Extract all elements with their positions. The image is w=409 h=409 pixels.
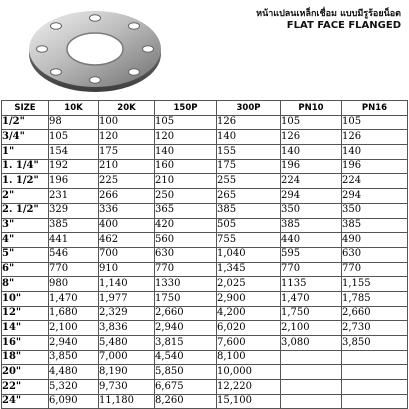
price-cell: 1,680	[49, 306, 99, 321]
price-cell: 546	[49, 247, 99, 262]
column-header: PN16	[342, 101, 408, 116]
price-cell: 1330	[155, 277, 217, 292]
price-cell: 105	[155, 115, 217, 130]
table-row	[2, 277, 408, 292]
price-cell: 225	[99, 174, 155, 189]
price-cell: 8,260	[155, 394, 217, 409]
table-row	[2, 233, 408, 248]
size-cell: 3/4"	[2, 130, 49, 145]
price-cell	[281, 380, 342, 395]
price-cell: 210	[155, 174, 217, 189]
price-cell: 11,180	[99, 394, 155, 409]
table-header-row	[2, 101, 408, 116]
size-cell: 16"	[2, 336, 49, 351]
column-header: PN10	[281, 101, 342, 116]
price-cell: 255	[217, 174, 281, 189]
price-cell: 336	[99, 203, 155, 218]
price-cell: 441	[49, 233, 99, 248]
size-cell: 2. 1/2"	[2, 203, 49, 218]
price-cell: 1,785	[342, 291, 408, 306]
price-cell: 385	[49, 218, 99, 233]
column-header: SIZE	[2, 101, 49, 116]
price-cell: 910	[99, 262, 155, 277]
title-thai: หน้าแปลนเหล็กเชื่อม แบบมีรูร้อยน็อต	[256, 9, 401, 19]
price-cell: 100	[99, 115, 155, 130]
price-cell: 385	[281, 218, 342, 233]
size-cell: 1"	[2, 145, 49, 160]
table-row	[2, 159, 408, 174]
price-cell: 420	[155, 218, 217, 233]
price-cell: 3,815	[155, 336, 217, 351]
table-row	[2, 291, 408, 306]
price-cell: 192	[49, 159, 99, 174]
price-cell: 1135	[281, 277, 342, 292]
price-cell	[342, 394, 408, 409]
price-cell: 120	[99, 130, 155, 145]
price-cell	[342, 350, 408, 365]
price-cell: 4,480	[49, 365, 99, 380]
size-cell: 24"	[2, 394, 49, 409]
price-cell: 5,850	[155, 365, 217, 380]
price-cell: 2,100	[281, 321, 342, 336]
size-cell: 1. 1/2"	[2, 174, 49, 189]
price-cell: 294	[342, 189, 408, 204]
price-cell: 140	[342, 145, 408, 160]
table-row	[2, 321, 408, 336]
size-cell: 3"	[2, 218, 49, 233]
table-row	[2, 350, 408, 365]
price-cell: 154	[49, 145, 99, 160]
flange-image	[26, 4, 164, 96]
price-cell: 265	[217, 189, 281, 204]
price-cell: 1,470	[281, 291, 342, 306]
price-cell	[281, 365, 342, 380]
price-cell: 105	[281, 115, 342, 130]
price-cell: 2,900	[217, 291, 281, 306]
price-cell: 8,100	[217, 350, 281, 365]
table-row	[2, 145, 408, 160]
table-row	[2, 130, 408, 145]
price-cell: 2,660	[155, 306, 217, 321]
column-header: 300P	[217, 101, 281, 116]
price-cell	[281, 350, 342, 365]
price-cell: 770	[49, 262, 99, 277]
price-cell: 98	[49, 115, 99, 130]
price-cell: 2,940	[155, 321, 217, 336]
price-cell: 3,836	[99, 321, 155, 336]
price-cell: 1,155	[342, 277, 408, 292]
price-cell: 4,200	[217, 306, 281, 321]
table-row	[2, 189, 408, 204]
price-cell: 630	[342, 247, 408, 262]
size-cell: 22"	[2, 380, 49, 395]
price-cell	[342, 380, 408, 395]
price-cell: 560	[155, 233, 217, 248]
price-cell: 980	[49, 277, 99, 292]
table-row	[2, 336, 408, 351]
price-cell: 155	[217, 145, 281, 160]
size-cell: 14"	[2, 321, 49, 336]
price-cell: 5,320	[49, 380, 99, 395]
price-cell: 385	[217, 203, 281, 218]
price-cell: 120	[155, 130, 217, 145]
price-cell: 755	[217, 233, 281, 248]
price-cell: 365	[155, 203, 217, 218]
price-cell: 140	[281, 145, 342, 160]
flange-price-table	[1, 100, 408, 409]
price-cell: 3,850	[342, 336, 408, 351]
price-cell: 210	[99, 159, 155, 174]
size-cell: 10"	[2, 291, 49, 306]
price-cell: 1,750	[281, 306, 342, 321]
price-cell: 12,220	[217, 380, 281, 395]
price-cell: 1,140	[99, 277, 155, 292]
table-row	[2, 174, 408, 189]
price-cell: 6,020	[217, 321, 281, 336]
price-cell: 196	[281, 159, 342, 174]
price-cell: 105	[49, 130, 99, 145]
price-cell: 196	[49, 174, 99, 189]
size-cell: 6"	[2, 262, 49, 277]
price-cell: 2,329	[99, 306, 155, 321]
price-cell: 126	[281, 130, 342, 145]
price-cell: 224	[281, 174, 342, 189]
price-cell: 3,080	[281, 336, 342, 351]
column-header: 10K	[49, 101, 99, 116]
price-cell: 505	[217, 218, 281, 233]
size-cell: 1. 1/4"	[2, 159, 49, 174]
price-cell: 6,090	[49, 394, 99, 409]
size-cell: 5"	[2, 247, 49, 262]
price-cell: 294	[281, 189, 342, 204]
price-cell: 2,730	[342, 321, 408, 336]
size-cell: 4"	[2, 233, 49, 248]
table-row	[2, 394, 408, 409]
price-cell: 2,940	[49, 336, 99, 351]
table-row	[2, 203, 408, 218]
price-cell: 700	[99, 247, 155, 262]
price-cell: 175	[217, 159, 281, 174]
price-cell: 329	[49, 203, 99, 218]
size-cell: 2"	[2, 189, 49, 204]
price-cell: 266	[99, 189, 155, 204]
price-cell: 7,000	[99, 350, 155, 365]
price-cell	[342, 365, 408, 380]
price-cell: 7,600	[217, 336, 281, 351]
price-cell: 462	[99, 233, 155, 248]
price-cell: 6,675	[155, 380, 217, 395]
price-cell: 140	[217, 130, 281, 145]
price-cell: 231	[49, 189, 99, 204]
price-cell: 1,977	[99, 291, 155, 306]
size-cell: 18"	[2, 350, 49, 365]
table-row	[2, 262, 408, 277]
price-cell: 440	[281, 233, 342, 248]
price-cell: 3,850	[49, 350, 99, 365]
price-cell: 4,540	[155, 350, 217, 365]
price-cell: 1,470	[49, 291, 99, 306]
price-cell: 770	[281, 262, 342, 277]
price-cell: 15,100	[217, 394, 281, 409]
header	[0, 0, 409, 100]
price-cell: 400	[99, 218, 155, 233]
price-cell: 385	[342, 218, 408, 233]
size-cell: 8"	[2, 277, 49, 292]
title-english: FLAT FACE FLANGED	[286, 20, 401, 31]
price-cell: 140	[155, 145, 217, 160]
column-header: 150P	[155, 101, 217, 116]
table-row	[2, 365, 408, 380]
price-cell: 196	[342, 159, 408, 174]
price-cell: 770	[155, 262, 217, 277]
size-cell: 20"	[2, 365, 49, 380]
price-cell: 126	[217, 115, 281, 130]
table-row	[2, 380, 408, 395]
price-cell: 250	[155, 189, 217, 204]
price-cell: 350	[281, 203, 342, 218]
price-cell: 9,730	[99, 380, 155, 395]
size-cell: 1/2"	[2, 115, 49, 130]
price-cell: 160	[155, 159, 217, 174]
price-cell: 1750	[155, 291, 217, 306]
price-cell: 630	[155, 247, 217, 262]
price-cell: 2,025	[217, 277, 281, 292]
price-cell: 2,100	[49, 321, 99, 336]
table-body	[2, 115, 408, 409]
price-cell: 770	[342, 262, 408, 277]
price-cell: 10,000	[217, 365, 281, 380]
price-cell: 490	[342, 233, 408, 248]
price-cell: 1,345	[217, 262, 281, 277]
size-cell: 12"	[2, 306, 49, 321]
table-row	[2, 218, 408, 233]
table-row	[2, 115, 408, 130]
price-cell: 126	[342, 130, 408, 145]
price-cell: 350	[342, 203, 408, 218]
price-cell: 1,040	[217, 247, 281, 262]
price-cell: 5,480	[99, 336, 155, 351]
price-cell: 224	[342, 174, 408, 189]
price-cell: 105	[342, 115, 408, 130]
price-cell: 595	[281, 247, 342, 262]
price-cell: 8,190	[99, 365, 155, 380]
column-header: 20K	[99, 101, 155, 116]
price-cell: 2,660	[342, 306, 408, 321]
price-cell: 175	[99, 145, 155, 160]
price-cell	[281, 394, 342, 409]
table-row	[2, 247, 408, 262]
table-row	[2, 306, 408, 321]
